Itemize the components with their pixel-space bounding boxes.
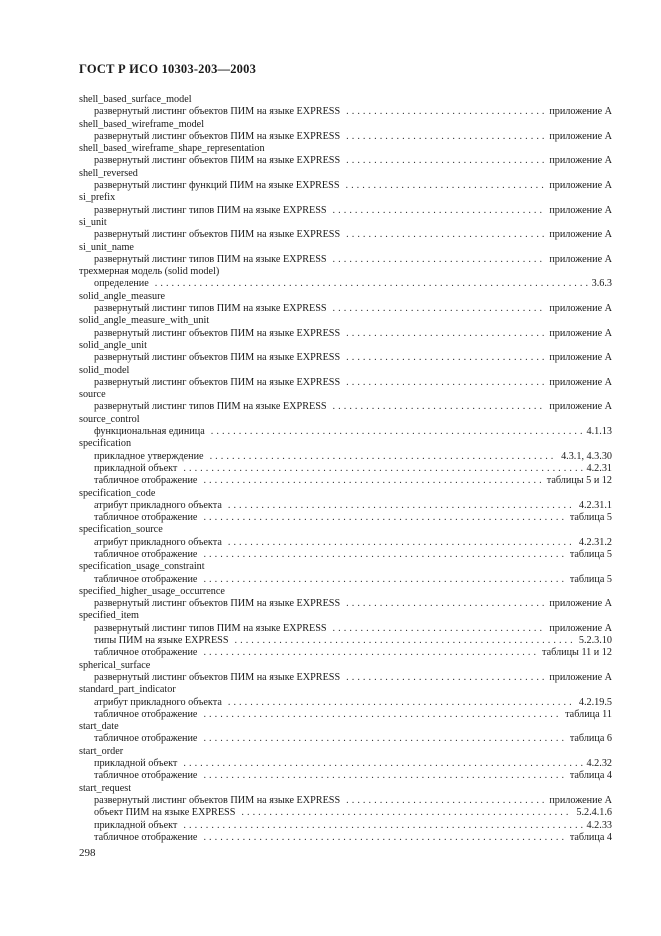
index-entry: [79, 377, 612, 389]
index-entry: [79, 574, 612, 586]
index-entry: [79, 795, 612, 807]
index-entry: [79, 131, 612, 143]
entry-label: типы ПИМ на языке EXPRESS: [94, 635, 229, 647]
entry-reference: приложение А: [549, 376, 612, 388]
dot-leader: [203, 709, 561, 721]
entry-reference: 4.2.19.5: [578, 696, 612, 708]
index-term: specification_source: [79, 524, 163, 536]
entry-reference: приложение А: [549, 401, 612, 413]
entry-label: атрибут прикладного объекта: [94, 536, 222, 548]
entry-reference: приложение А: [549, 327, 612, 339]
entry-label: развернутый листинг объектов ПИМ на языке EXPRESS: [94, 352, 341, 364]
index-entry: [79, 229, 612, 241]
index-entry: [79, 807, 612, 819]
entry-label: развернутый листинг типов ПИМ на языке EXPRESS: [94, 303, 327, 315]
dot-leader: [346, 352, 545, 364]
dot-leader: [203, 549, 565, 561]
index-term: shell_based_surface_model: [79, 94, 192, 105]
index-entry: [79, 635, 612, 647]
dot-leader: [211, 426, 583, 438]
dot-leader: [235, 635, 575, 647]
entry-reference: таблица 5: [569, 512, 612, 524]
page-header: ГОСТ Р ИСО 10303-203—2003: [79, 62, 257, 76]
index-term: shell_based_wireframe_model: [79, 118, 205, 130]
entry-reference: приложение А: [549, 130, 612, 142]
index-term: solid_angle_measure: [79, 290, 166, 302]
index-entry: [79, 500, 612, 512]
index-entry: [79, 475, 612, 487]
index-term: shell_reversed: [79, 167, 138, 179]
index-term: si_prefix: [79, 192, 116, 204]
index-entry: [79, 820, 612, 832]
entry-label: развернутый листинг объектов ПИМ на языке EXPRESS: [94, 327, 341, 339]
entry-label: прикладной объект: [94, 819, 178, 831]
entry-label: развернутый листинг объектов ПИМ на языке EXPRESS: [94, 794, 341, 806]
index-entry: [79, 697, 612, 709]
entry-reference: приложение А: [549, 303, 612, 315]
index-term: source_control: [79, 413, 140, 425]
entry-label: табличное отображение: [94, 831, 198, 843]
entry-reference: приложение А: [549, 106, 612, 118]
dot-leader: [346, 795, 545, 807]
entry-label: табличное отображение: [94, 733, 198, 745]
entry-reference: приложение А: [549, 671, 612, 683]
entry-label: развернутый листинг объектов ПИМ на языке EXPRESS: [94, 376, 341, 388]
index-entry: [79, 303, 612, 315]
dot-leader: [203, 512, 565, 524]
dot-leader: [203, 647, 538, 659]
entry-reference: 5.2.3.10: [578, 635, 612, 647]
index-entry: [79, 623, 612, 635]
dot-leader: [333, 303, 546, 315]
index-entry: [79, 426, 612, 438]
entry-reference: приложение А: [549, 794, 612, 806]
entry-label: определение: [94, 278, 149, 290]
entry-label: табличное отображение: [94, 512, 198, 524]
index-entry: [79, 451, 612, 463]
entry-reference: приложение А: [549, 253, 612, 265]
entry-reference: 4.2.31: [586, 462, 612, 474]
index-term: solid_angle_unit: [79, 339, 147, 351]
entry-label: развернутый листинг объектов ПИМ на языке EXPRESS: [94, 106, 341, 118]
dot-leader: [346, 131, 545, 143]
entry-label: табличное отображение: [94, 475, 198, 487]
index-term: specification: [79, 438, 132, 450]
index-term: specified_higher_usage_occurrence: [79, 585, 225, 597]
page-number: 298: [79, 847, 96, 859]
entry-reference: приложение А: [549, 352, 612, 364]
entry-reference: 4.2.31.1: [578, 499, 612, 511]
index-entry: [79, 549, 612, 561]
entry-label: атрибут прикладного объекта: [94, 499, 222, 511]
index-term: трехмерная модель (solid model): [79, 266, 220, 278]
index-entry: [79, 278, 612, 290]
index-entry: [79, 106, 612, 118]
entry-label: развернутый листинг объектов ПИМ на языке EXPRESS: [94, 155, 341, 167]
dot-leader: [346, 106, 545, 118]
index-entry: [79, 328, 612, 340]
index-entry: [79, 537, 612, 549]
index-entry: [79, 647, 612, 659]
entry-label: развернутый листинг объектов ПИМ на языке EXPRESS: [94, 598, 341, 610]
dot-leader: [346, 377, 545, 389]
entry-label: прикладной объект: [94, 758, 178, 770]
entry-label: развернутый листинг типов ПИМ на языке EXPRESS: [94, 401, 327, 413]
entry-label: развернутый листинг объектов ПИМ на языке EXPRESS: [94, 671, 341, 683]
dot-leader: [203, 475, 542, 487]
entry-reference: таблицы 5 и 12: [546, 475, 612, 487]
index-term: si_unit: [79, 216, 107, 228]
dot-leader: [333, 254, 546, 266]
dot-leader: [346, 229, 545, 241]
index-entry: [79, 709, 612, 721]
index-term: si_unit_name: [79, 241, 134, 253]
entry-reference: 4.2.33: [586, 819, 612, 831]
dot-leader: [183, 758, 582, 770]
entry-reference: таблица 5: [569, 548, 612, 560]
entry-label: развернутый листинг объектов ПИМ на языке EXPRESS: [94, 130, 341, 142]
index-entry: [79, 598, 612, 610]
dot-leader: [333, 401, 546, 413]
entry-reference: приложение А: [549, 180, 612, 192]
index-entry: [79, 770, 612, 782]
dot-leader: [345, 180, 545, 192]
index-term: standard_part_indicator: [79, 684, 176, 696]
entry-reference: 4.2.32: [586, 758, 612, 770]
index-term: start_order: [79, 745, 124, 757]
index-term: shell_based_wireframe_shape_representation: [79, 143, 265, 155]
dot-leader: [333, 623, 546, 635]
entry-label: объект ПИМ на языке EXPRESS: [94, 807, 236, 819]
index-term: solid_model: [79, 364, 130, 376]
entry-label: прикладное утверждение: [94, 450, 204, 462]
index-entry: [79, 180, 612, 192]
entry-label: прикладной объект: [94, 462, 178, 474]
entry-reference: 4.1.13: [586, 426, 612, 438]
entry-reference: приложение А: [549, 622, 612, 634]
entry-reference: таблица 5: [569, 573, 612, 585]
index-entry: [79, 758, 612, 770]
dot-leader: [203, 770, 565, 782]
entry-reference: таблица 11: [565, 708, 612, 720]
index-entry: [79, 672, 612, 684]
index-entry: [79, 832, 612, 844]
entry-label: табличное отображение: [94, 573, 198, 585]
dot-leader: [183, 820, 582, 832]
index-list: [79, 94, 612, 844]
index-term: specification_code: [79, 487, 156, 499]
entry-reference: 5.2.4.1.6: [576, 807, 612, 819]
index-entry: [79, 463, 612, 475]
entry-label: атрибут прикладного объекта: [94, 696, 222, 708]
entry-label: табличное отображение: [94, 548, 198, 560]
entry-label: развернутый листинг типов ПИМ на языке EXPRESS: [94, 253, 327, 265]
entry-reference: приложение А: [549, 155, 612, 167]
dot-leader: [203, 832, 565, 844]
entry-reference: приложение А: [549, 598, 612, 610]
dot-leader: [346, 155, 545, 167]
entry-reference: приложение А: [549, 229, 612, 241]
entry-reference: таблицы 11 и 12: [542, 647, 612, 659]
entry-reference: таблица 4: [569, 831, 612, 843]
dot-leader: [346, 598, 545, 610]
dot-leader: [228, 697, 575, 709]
dot-leader: [346, 328, 545, 340]
dot-leader: [241, 807, 572, 819]
index-entry: [79, 254, 612, 266]
index-entry: [79, 733, 612, 745]
entry-reference: таблица 6: [569, 733, 612, 745]
entry-reference: 4.2.31.2: [578, 536, 612, 548]
entry-reference: 4.3.1, 4.3.30: [561, 450, 612, 462]
dot-leader: [183, 463, 582, 475]
entry-label: развернутый листинг функций ПИМ на языке EXPRESS: [94, 180, 340, 192]
index-entry: [79, 205, 612, 217]
dot-leader: [346, 672, 545, 684]
entry-label: развернутый листинг типов ПИМ на языке EXPRESS: [94, 622, 327, 634]
dot-leader: [210, 451, 558, 463]
index-term: spherical_surface: [79, 659, 151, 671]
entry-label: развернутый листинг типов ПИМ на языке EXPRESS: [94, 204, 327, 216]
dot-leader: [203, 733, 565, 745]
dot-leader: [333, 205, 546, 217]
dot-leader: [228, 500, 575, 512]
index-entry: [79, 512, 612, 524]
dot-leader: [228, 537, 575, 549]
entry-label: табличное отображение: [94, 647, 198, 659]
entry-label: функциональная единица: [94, 426, 205, 438]
index-term: start_request: [79, 782, 132, 794]
entry-reference: 3.6.3: [591, 278, 612, 290]
index-entry: [79, 401, 612, 413]
index-term: start_date: [79, 721, 119, 733]
index-entry: [79, 155, 612, 167]
entry-reference: таблица 4: [569, 770, 612, 782]
index-term: specified_item: [79, 610, 139, 622]
entry-label: табличное отображение: [94, 770, 198, 782]
index-term: specification_usage_constraint: [79, 561, 205, 573]
entry-label: табличное отображение: [94, 708, 198, 720]
dot-leader: [203, 574, 565, 586]
entry-reference: приложение А: [549, 204, 612, 216]
index-term: solid_angle_measure_with_unit: [79, 315, 210, 327]
entry-label: развернутый листинг объектов ПИМ на языке EXPRESS: [94, 229, 341, 241]
index-entry: [79, 352, 612, 364]
dot-leader: [155, 278, 588, 290]
index-term: source: [79, 389, 106, 401]
